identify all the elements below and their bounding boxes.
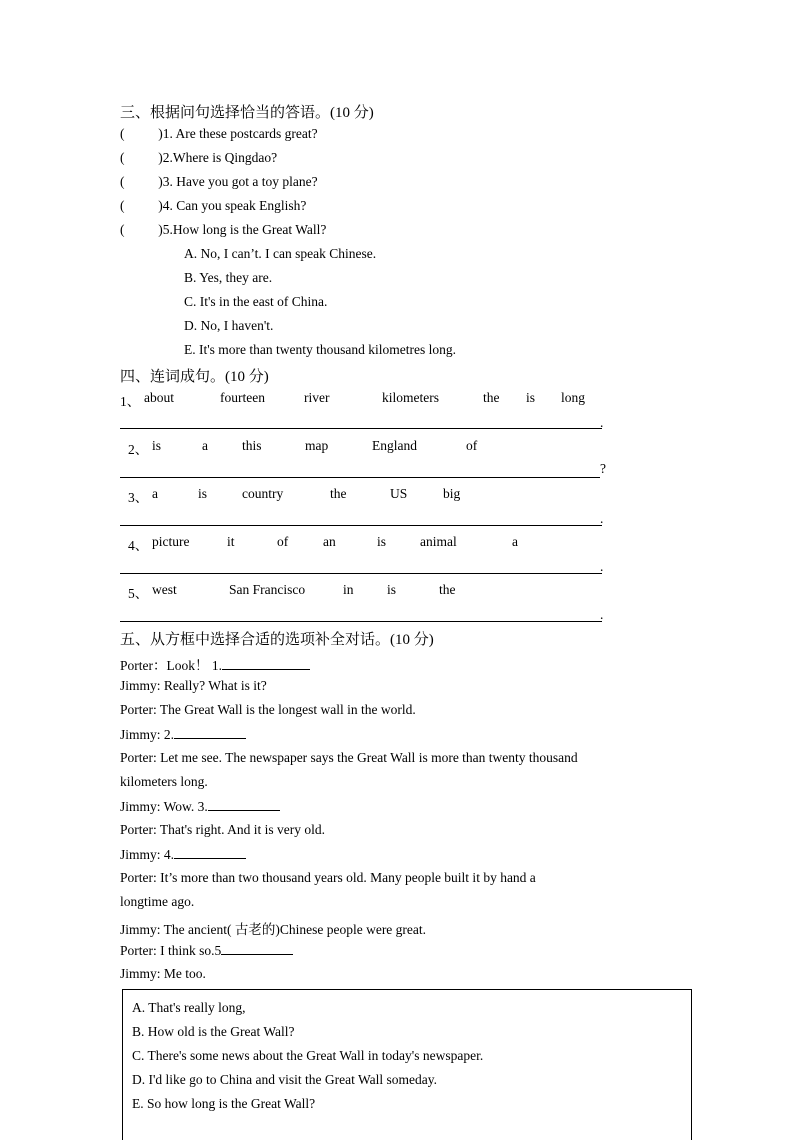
end-mark: . xyxy=(600,415,604,430)
question-text: 4. Can you speak English? xyxy=(162,198,307,213)
word: the xyxy=(330,486,347,501)
dialogue-line: Jimmy: Me too. xyxy=(120,966,206,981)
word: the xyxy=(483,390,500,405)
section4-title: 四、连词成句。(10 分) xyxy=(120,369,269,385)
end-mark: . xyxy=(600,511,604,526)
answer-bracket[interactable]: ( ) xyxy=(120,150,163,165)
item-number: 3、 xyxy=(128,490,149,505)
dialogue-line: kilometers long. xyxy=(120,774,208,789)
section5-title: 五、从方框中选择合适的选项补全对话。(10 分) xyxy=(120,632,434,648)
option-b: B. Yes, they are. xyxy=(184,270,273,285)
answer-line[interactable] xyxy=(120,525,602,526)
answer-bracket[interactable]: ( ) xyxy=(120,222,163,237)
dialogue-line: Porter: Let me see. The newspaper says the Great Wall is more than twenty thousand xyxy=(120,750,578,765)
dialogue-line: Porter: The Great Wall is the longest wall in the world. xyxy=(120,702,416,717)
word: of xyxy=(466,438,478,453)
option-d: D. No, I haven't. xyxy=(184,318,274,333)
dialogue-line: Porter: I think so.5 xyxy=(120,942,293,959)
question-text: 1. Are these postcards great? xyxy=(162,126,318,141)
word: San Francisco xyxy=(229,582,306,597)
end-mark: ? xyxy=(600,461,606,476)
answer-bracket[interactable]: ( ) xyxy=(120,198,163,213)
word: a xyxy=(152,486,158,501)
section3-title: 三、根据问句选择恰当的答语。(10 分) xyxy=(120,105,374,121)
word: kilometers xyxy=(382,390,439,405)
box-option-d: D. I'd like go to China and visit the Great Wall someday. xyxy=(132,1072,438,1087)
word: a xyxy=(512,534,518,549)
word: a xyxy=(202,438,208,453)
word: picture xyxy=(152,534,190,549)
answer-line[interactable] xyxy=(120,621,602,622)
word: river xyxy=(304,390,330,405)
dialogue-line: Porter: It’s more than two thousand years old. Many people built it by hand a xyxy=(120,870,536,885)
word: country xyxy=(242,486,284,501)
dialogue-line: longtime ago. xyxy=(120,894,195,909)
word: map xyxy=(305,438,329,453)
option-e: E. It's more than twenty thousand kilometres long. xyxy=(184,342,457,357)
word: it xyxy=(227,534,235,549)
word: US xyxy=(390,486,408,501)
word: the xyxy=(439,582,456,597)
word: in xyxy=(343,582,354,597)
word: is xyxy=(526,390,536,405)
option-a: A. No, I can’t. I can speak Chinese. xyxy=(184,246,377,261)
dialogue-line: Porter: That's right. And it is very old. xyxy=(120,822,326,837)
end-mark: . xyxy=(600,607,604,622)
question-1 xyxy=(120,126,318,142)
blank-3[interactable] xyxy=(208,798,280,811)
word: an xyxy=(323,534,336,549)
blank-4[interactable] xyxy=(174,846,246,859)
answer-line[interactable] xyxy=(120,428,602,429)
box-option-b: B. How old is the Great Wall? xyxy=(132,1024,295,1039)
item-number: 5、 xyxy=(128,586,149,601)
dialogue-line: Jimmy: 2. xyxy=(120,726,246,743)
word: is xyxy=(377,534,387,549)
question-text: 3. Have you got a toy plane? xyxy=(162,174,318,189)
box-option-a: A. That's really long, xyxy=(132,1000,246,1015)
answer-line[interactable] xyxy=(120,573,602,574)
answer-line[interactable] xyxy=(120,477,600,478)
option-c: C. It's in the east of China. xyxy=(184,294,328,309)
end-mark: . xyxy=(600,559,604,574)
question-5 xyxy=(120,222,326,238)
word: big xyxy=(443,486,461,501)
word: is xyxy=(198,486,208,501)
word: of xyxy=(277,534,289,549)
box-option-e: E. So how long is the Great Wall? xyxy=(132,1096,316,1111)
item-number: 1、 xyxy=(120,394,141,409)
question-text: 5.How long is the Great Wall? xyxy=(162,222,327,237)
word: west xyxy=(152,582,177,597)
answer-bracket[interactable]: ( ) xyxy=(120,126,163,141)
word: this xyxy=(242,438,262,453)
word: long xyxy=(561,390,586,405)
question-text: 2.Where is Qingdao? xyxy=(162,150,278,165)
blank-5[interactable] xyxy=(221,942,293,955)
box-option-c: C. There's some news about the Great Wall in today's newspaper. xyxy=(132,1048,484,1063)
answer-bracket[interactable]: ( ) xyxy=(120,174,163,189)
question-4 xyxy=(120,198,306,214)
word: fourteen xyxy=(220,390,265,405)
word: is xyxy=(152,438,162,453)
dialogue-line: Jimmy: 4. xyxy=(120,846,246,863)
word: England xyxy=(372,438,417,453)
item-number: 4、 xyxy=(128,538,149,553)
word: about xyxy=(144,390,174,405)
question-3 xyxy=(120,174,318,190)
dialogue-line: Jimmy: Wow. 3. xyxy=(120,798,280,815)
item-number: 2、 xyxy=(128,442,149,457)
dialogue-line: Porter：Look！ 1. xyxy=(120,654,310,674)
dialogue-line: Jimmy: The ancient( 古老的)Chinese people were great. xyxy=(120,922,427,937)
word: animal xyxy=(420,534,457,549)
dialogue-line: Jimmy: Really? What is it? xyxy=(120,678,267,693)
word: is xyxy=(387,582,397,597)
question-2 xyxy=(120,150,277,166)
blank-2[interactable] xyxy=(174,726,246,739)
blank-1[interactable] xyxy=(222,657,310,670)
